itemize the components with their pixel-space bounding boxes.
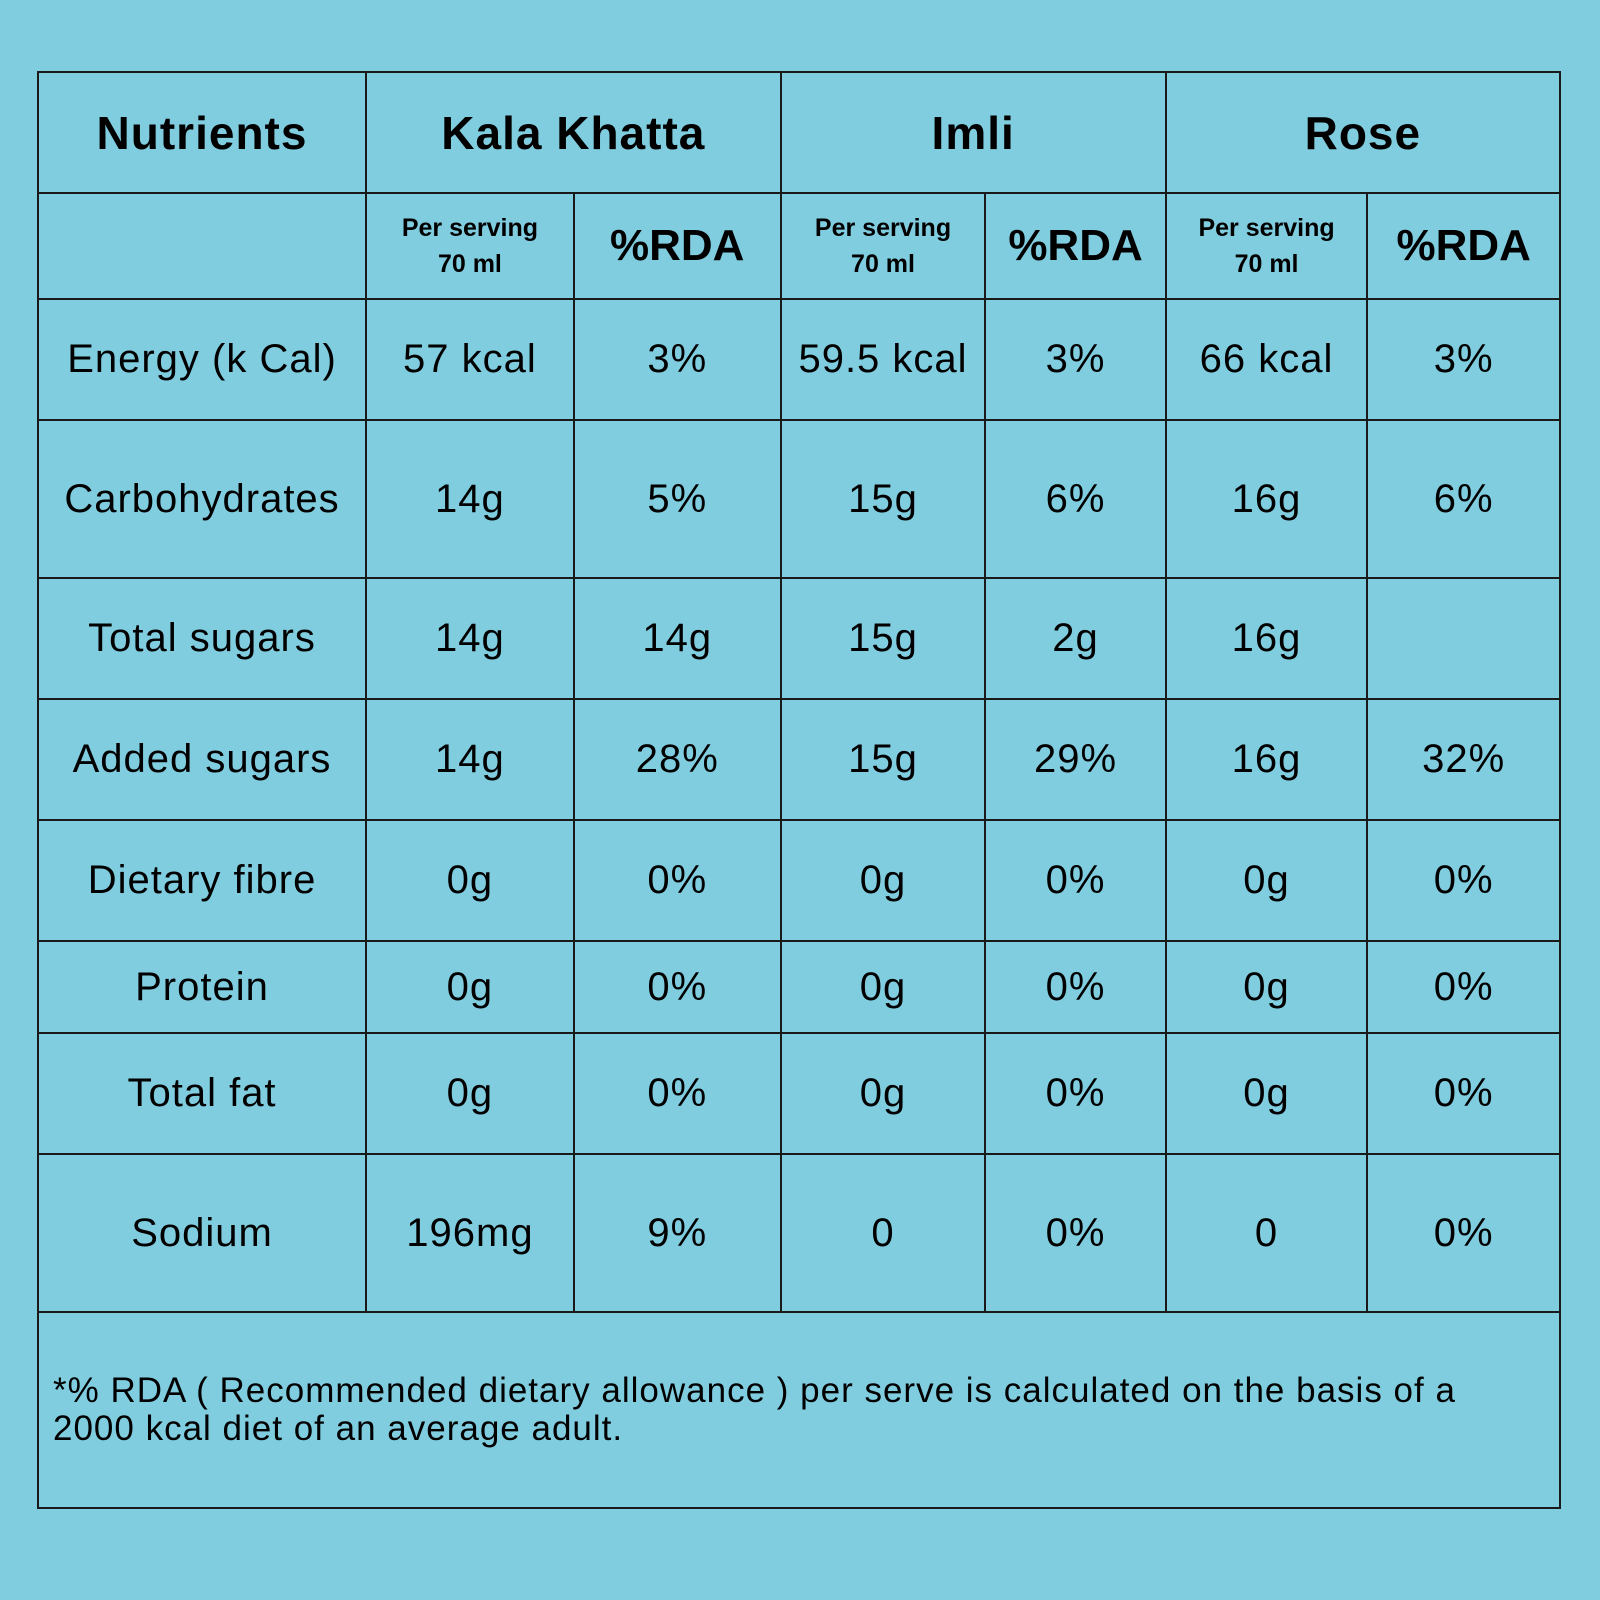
value-cell: 0% [985,1154,1165,1312]
table-row-sodium [38,1154,1560,1312]
table-row-energy [38,299,1560,420]
value-cell: 9% [574,1154,781,1312]
table-row-total-fat [38,1033,1560,1154]
nutrient-label: Carbohydrates [38,420,366,578]
value-cell: 0% [985,820,1165,941]
nutrition-table [37,71,1561,1509]
value-cell: 196mg [366,1154,574,1312]
per-serving-label: Per serving [814,214,952,242]
nutrients-header: Nutrients [38,72,366,193]
value-cell: 0% [574,941,781,1033]
value-cell: 6% [1367,420,1560,578]
value-cell: 0% [985,1033,1165,1154]
value-cell: 0g [366,941,574,1033]
table-row-carbohydrates [38,420,1560,578]
per-serving-header [781,193,986,299]
value-cell: 3% [1367,299,1560,420]
value-cell: 0g [1166,1033,1368,1154]
per-serving-label: Per serving [401,214,539,242]
serving-size-label: 70 ml [437,250,502,278]
value-cell: 3% [574,299,781,420]
subheader-row [38,193,1560,299]
nutrient-label: Energy (k Cal) [38,299,366,420]
nutrient-label: Total fat [38,1033,366,1154]
value-cell: 16g [1166,699,1368,820]
rda-header: %RDA [1367,193,1560,299]
value-cell: 14g [574,578,781,699]
value-cell: 0% [985,941,1165,1033]
value-cell: 0 [1166,1154,1368,1312]
nutrient-label: Protein [38,941,366,1033]
value-cell: 16g [1166,578,1368,699]
value-cell: 15g [781,578,986,699]
per-serving-label: Per serving [1198,214,1335,242]
value-cell: 57 kcal [366,299,574,420]
value-cell: 0% [1367,820,1560,941]
value-cell: 0% [574,820,781,941]
product-header-imli: Imli [781,72,1166,193]
value-cell: 0g [366,820,574,941]
value-cell: 3% [985,299,1165,420]
value-cell: 15g [781,420,986,578]
value-cell: 0g [1166,820,1368,941]
footnote-row [38,1312,1560,1508]
subheader-empty-cell [38,193,366,299]
value-cell: 0g [1166,941,1368,1033]
value-cell: 14g [366,699,574,820]
value-cell: 0% [1367,941,1560,1033]
value-cell: 0g [781,1033,986,1154]
value-cell: 0% [1367,1033,1560,1154]
value-cell: 32% [1367,699,1560,820]
value-cell: 15g [781,699,986,820]
value-cell: 0% [574,1033,781,1154]
header-row [38,72,1560,193]
value-cell: 14g [366,578,574,699]
value-cell: 0 [781,1154,986,1312]
value-cell: 28% [574,699,781,820]
nutrient-label: Added sugars [38,699,366,820]
serving-size-label: 70 ml [851,250,915,278]
value-cell: 0% [1367,1154,1560,1312]
per-serving-header [1166,193,1368,299]
value-cell [1367,578,1560,699]
nutrient-label: Sodium [38,1154,366,1312]
nutrient-label: Dietary fibre [38,820,366,941]
value-cell: 0g [366,1033,574,1154]
nutrient-label: Total sugars [38,578,366,699]
product-header-rose: Rose [1166,72,1560,193]
table-row-protein [38,941,1560,1033]
table-row-dietary-fibre [38,820,1560,941]
value-cell: 2g [985,578,1165,699]
rda-header: %RDA [985,193,1165,299]
value-cell: 14g [366,420,574,578]
serving-size-label: 70 ml [1234,250,1299,278]
table-row-added-sugars [38,699,1560,820]
value-cell: 6% [985,420,1165,578]
per-serving-header [366,193,574,299]
product-header-kala-khatta: Kala Khatta [366,72,781,193]
value-cell: 66 kcal [1166,299,1368,420]
value-cell: 59.5 kcal [781,299,986,420]
value-cell: 0g [781,820,986,941]
footnote: *% RDA ( Recommended dietary allowance ) per serve is calculated on the basis of a 2000 kcal diet of an average adult. [38,1312,1560,1508]
value-cell: 5% [574,420,781,578]
rda-header: %RDA [574,193,781,299]
value-cell: 29% [985,699,1165,820]
value-cell: 0g [781,941,986,1033]
table-row-total-sugars [38,578,1560,699]
value-cell: 16g [1166,420,1368,578]
